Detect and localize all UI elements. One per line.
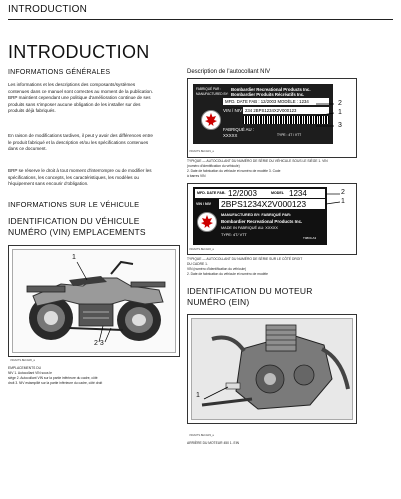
decal2: [193, 187, 327, 245]
decal1-vin: 234 2BPS1234X2V000123: [245, 108, 297, 113]
decal2-vin-label: VIN / NIV: [196, 202, 211, 206]
atv-caption-line: siège 2. Autocollant VIN sur la partie inférieure du cadre, côté: [8, 376, 98, 380]
general-paragraph-3: [8, 168, 186, 188]
engine-heading-line-1: IDENTIFICATION DU MOTEUR: [187, 286, 313, 296]
p1-line: BRP maintient cependant une politique d'amélioration continue de ses: [8, 95, 151, 101]
p3-line: BRP se réserve le droit à tout moment d'interrompre ou de modifier les: [8, 168, 152, 173]
atv-caption-line: droit 3. NIV estampillé sur la partie inférieure du cadre, côté droit: [8, 381, 103, 385]
engine-callout-1: 1: [196, 392, 200, 399]
p2-line: le produit fabriqué et la description et/ou les spécifications contenues: [8, 139, 149, 145]
decal2-vin: 2BPS1234X2V000123: [221, 199, 307, 209]
decal2-code: T0800-A3: [303, 236, 317, 240]
running-header: INTRODUCTION: [8, 4, 88, 15]
decal2-caption-line: DU CADRE 1.: [187, 262, 208, 266]
atv-figure-ref: V00A0TS.8ECAR0_a: [10, 359, 35, 362]
p1-line: Les informations et les descriptions des composants/systèmes: [8, 82, 136, 87]
engine-caption: ARRIÈRE DU MOTEUR 450 1. EIN: [187, 441, 240, 445]
decal1-vin-label: VIN / NIV: [223, 108, 243, 113]
decal2-caption-line: VIN (numéro d'identification du véhicule): [187, 267, 247, 271]
decal1-made-in: FABRIQUÉ AU :: [223, 127, 255, 132]
decal1-callout-3: 3: [338, 122, 342, 129]
decal2-model-label: MODEL: [271, 191, 284, 195]
decal1-type: TYPE : 4T / VTT: [277, 133, 302, 137]
decal2-caption-line: 2. Date de fabrication du véhicule et numéro de modèle: [187, 272, 269, 276]
decal1: [193, 84, 333, 144]
decal2-company: Bombardier Recreational Products Inc.: [221, 219, 303, 224]
vin-heading-line-1: IDENTIFICATION DU VÉHICULE: [8, 216, 140, 226]
atv-illustration-icon: [12, 249, 176, 353]
vin-locations-heading: [8, 216, 186, 237]
general-paragraph-2: [8, 133, 186, 153]
p2-line: En raison de modifications tardives, il peut y avoir des différences entre: [8, 133, 153, 138]
p3-line: l'équipement sans encourir d'obligation.: [8, 181, 89, 187]
engine-figure-ref: V00A0TS.8ECAR3_a: [189, 434, 214, 437]
p1-line: produits sans s'imposer aucune obligation de les installer sur des: [8, 101, 141, 107]
decal1-callout-1: 1: [338, 109, 342, 116]
maple-leaf-badge-icon: [201, 110, 221, 130]
atv-callout-1: 1: [72, 254, 76, 261]
p1-line: produits déjà fabriqués.: [8, 108, 56, 114]
decal2-callout-2: 2: [341, 189, 345, 196]
decal1-company2: Bombardier Produits Récréatifs Inc.: [231, 92, 305, 97]
decal1-caption-line: 2. Date de fabrication du véhicule et numéro de modèle 3. Code: [187, 169, 281, 173]
decal1-mfd-box: [223, 98, 329, 105]
decal1-leaders: [316, 96, 340, 136]
decal2-mfd-label: MFD. DATE FAB.: [197, 191, 226, 195]
decal2-caption: [187, 257, 393, 277]
engine-heading-line-2: NUMÉRO (EIN): [187, 296, 250, 307]
decal1-caption-line: à barres VIN: [187, 174, 206, 178]
page-title: INTRODUCTION: [8, 42, 150, 62]
decal1-caption-line: (numéro d'identification du véhicule): [187, 164, 240, 168]
vehicle-info-heading: INFORMATIONS SUR LE VÉHICULE: [8, 200, 140, 209]
decal-section-title: Description de l'autocollant NIV: [187, 69, 271, 75]
atv-caption-line: EMPLACEMENTS DU: [8, 366, 41, 370]
p2-line: dans ce document.: [8, 146, 47, 152]
p1-line: contenues dans ce manuel sont correctes au moment de la publication.: [8, 88, 154, 94]
header-rule: [8, 19, 393, 20]
decal1-caption: [187, 159, 393, 179]
decal1-bar-line1: FABRIQUÉ PAR :: [196, 87, 222, 91]
atv-caption-line: NIV 1. Autocollant VIN sous le: [8, 371, 52, 375]
decal2-callout-1: 1: [341, 198, 345, 205]
decal2-type: TYPE: 4T/ VTT: [221, 233, 247, 237]
decal2-ref: V00A0TS.8ECAR2_a: [189, 248, 214, 251]
decal1-ref: V00A0TS.8ECAR1_a: [189, 150, 214, 153]
maple-leaf-badge-icon: [197, 212, 217, 232]
decal1-mfd: MFD. DATE FAB : 12/2003 MODÈLE : 1234: [225, 99, 309, 104]
decal1-made-in-value: XXXXX: [223, 133, 238, 138]
decal1-company1: Bombardier Recreational Products Inc.: [231, 87, 311, 92]
decal2-mfd-value: 12/2003: [228, 189, 257, 198]
decal1-bar-line2: MANUFACTURED BY:: [196, 92, 229, 96]
decal2-vin-box: [219, 199, 325, 209]
decal2-made-in: MADE IN FABRIQUÉ AU: XXXXX: [221, 226, 278, 230]
vin-heading-line-2: NUMÉRO (VIN) EMPLACEMENTS: [8, 226, 146, 237]
general-info-heading: INFORMATIONS GÉNÉRALES: [8, 69, 111, 76]
atv-callout-2-3: 2 3: [94, 340, 104, 347]
engine-illustration-icon: [191, 318, 353, 420]
decal2-mfg-line: MANUFACTURED BY: FABRIQUÉ PAR:: [221, 213, 292, 217]
decal2-model-value: 1234: [289, 189, 307, 198]
decal2-mfd-box: [195, 189, 325, 198]
general-paragraph-1: [8, 82, 186, 115]
engine-id-heading: [187, 286, 393, 307]
atv-caption: [8, 366, 186, 386]
p3-line: spécifications, les concepts, les caractéristiques, les modèles ou: [8, 174, 139, 180]
decal2-caption-line: TYPIQUE — AUTOCOLLANT DU NUMÉRO DE SÉRIE SUR LE CÔTÉ DROIT: [187, 257, 303, 261]
decal1-callout-2: 2: [338, 100, 342, 107]
decal1-caption-line: TYPIQUE — AUTOCOLLANT DU NUMÉRO DE SÉRIE DU VÉHICULE SOUS LE SIÈGE 1. VIN: [187, 159, 328, 163]
